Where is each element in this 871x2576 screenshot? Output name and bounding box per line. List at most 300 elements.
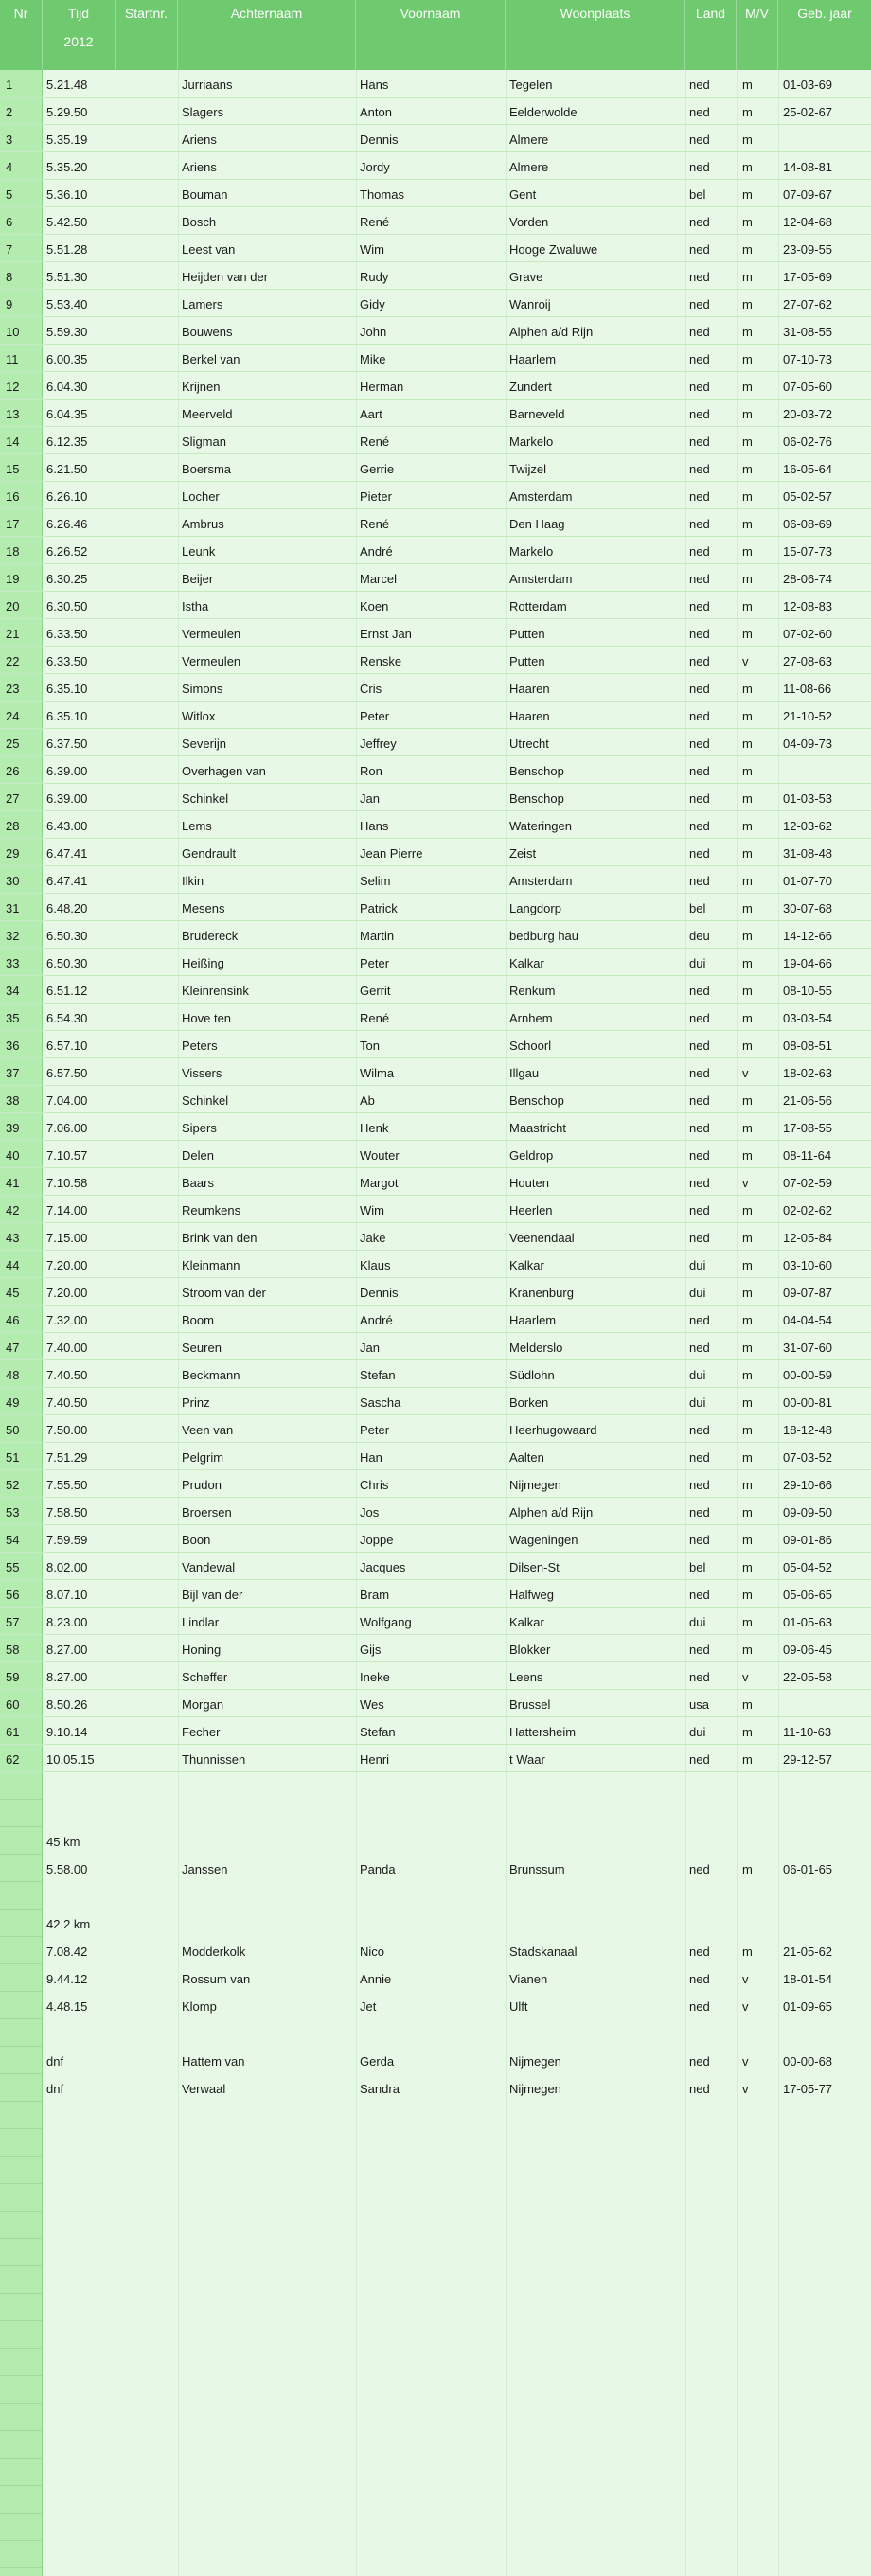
cell-mv: m bbox=[742, 1148, 753, 1163]
table-row bbox=[0, 1141, 871, 1168]
cell-nr: 20 bbox=[6, 599, 20, 613]
cell-land: ned bbox=[689, 489, 710, 504]
cell-achternaam: Prudon bbox=[182, 1478, 222, 1492]
cell-achternaam: Simons bbox=[182, 682, 223, 696]
cell-voornaam: Jacques bbox=[360, 1560, 406, 1574]
cell-tijd: 6.54.30 bbox=[46, 1011, 88, 1025]
cell-woonplaats: Vianen bbox=[509, 1972, 548, 1986]
cell-geb-jaar: 01-05-63 bbox=[783, 1615, 833, 1629]
cell-voornaam: Chris bbox=[360, 1478, 389, 1492]
cell-mv: m bbox=[742, 1478, 753, 1492]
cell-voornaam: Henri bbox=[360, 1752, 390, 1767]
cell-voornaam: Panda bbox=[360, 1862, 396, 1876]
header-tijd bbox=[43, 0, 116, 70]
cell-achternaam: Bouman bbox=[182, 187, 228, 202]
cell-land: dui bbox=[689, 1395, 706, 1410]
cell-geb-jaar: 31-08-48 bbox=[783, 846, 833, 861]
cell-mv: m bbox=[742, 489, 753, 504]
cell-geb-jaar: 12-05-84 bbox=[783, 1231, 833, 1245]
header-voornaam bbox=[356, 0, 506, 70]
cell-achternaam: Fecher bbox=[182, 1725, 221, 1739]
cell-achternaam: Baars bbox=[182, 1176, 214, 1190]
table-row bbox=[0, 1333, 871, 1360]
cell-land: ned bbox=[689, 1341, 710, 1355]
table-row bbox=[0, 400, 871, 427]
table-row bbox=[0, 235, 871, 262]
cell-geb-jaar: 09-06-45 bbox=[783, 1643, 833, 1657]
nr-row-line bbox=[0, 2183, 42, 2184]
cell-achternaam: Sligman bbox=[182, 435, 226, 449]
cell-voornaam: Jos bbox=[360, 1505, 380, 1519]
cell-tijd: 5.51.28 bbox=[46, 242, 88, 257]
cell-geb-jaar: 06-02-76 bbox=[783, 435, 833, 449]
cell-voornaam: Jake bbox=[360, 1231, 386, 1245]
cell-woonplaats: Melderslo bbox=[509, 1341, 563, 1355]
cell-land: ned bbox=[689, 1093, 710, 1108]
section-label: 42,2 km bbox=[46, 1917, 91, 1931]
cell-nr: 51 bbox=[6, 1450, 20, 1465]
cell-geb-jaar: 01-09-65 bbox=[783, 1999, 833, 2014]
cell-land: ned bbox=[689, 1588, 710, 1602]
cell-achternaam: Ilkin bbox=[182, 874, 204, 888]
cell-voornaam: René bbox=[360, 517, 390, 531]
cell-nr: 47 bbox=[6, 1341, 20, 1355]
cell-geb-jaar: 05-02-57 bbox=[783, 489, 833, 504]
cell-nr: 27 bbox=[6, 791, 20, 806]
cell-woonplaats: Nijmegen bbox=[509, 1478, 561, 1492]
cell-land: ned bbox=[689, 1011, 710, 1025]
cell-nr: 28 bbox=[6, 819, 20, 833]
cell-voornaam: Sascha bbox=[360, 1395, 401, 1410]
cell-mv: m bbox=[742, 627, 753, 641]
cell-tijd: 5.29.50 bbox=[46, 105, 88, 119]
cell-mv: m bbox=[742, 1533, 753, 1547]
cell-achternaam: Boersma bbox=[182, 462, 232, 476]
cell-nr: 44 bbox=[6, 1258, 20, 1272]
cell-achternaam: Hove ten bbox=[182, 1011, 232, 1025]
cell-nr: 5 bbox=[6, 187, 13, 202]
cell-achternaam: Scheffer bbox=[182, 1670, 228, 1684]
cell-tijd: 8.02.00 bbox=[46, 1560, 88, 1574]
cell-land: ned bbox=[689, 133, 710, 147]
cell-geb-jaar: 01-03-69 bbox=[783, 78, 833, 92]
cell-geb-jaar: 25-02-67 bbox=[783, 105, 833, 119]
cell-woonplaats: Blokker bbox=[509, 1643, 551, 1657]
table-row bbox=[0, 509, 871, 537]
cell-nr: 21 bbox=[6, 627, 20, 641]
cell-voornaam: René bbox=[360, 215, 390, 229]
cell-achternaam: Rossum van bbox=[182, 1972, 251, 1986]
cell-achternaam: Vissers bbox=[182, 1066, 222, 1080]
cell-nr: 15 bbox=[6, 462, 20, 476]
cell-geb-jaar: 07-02-59 bbox=[783, 1176, 833, 1190]
cell-land: ned bbox=[689, 544, 710, 559]
header-geb-jaar-label: Geb. jaar bbox=[797, 6, 852, 21]
cell-mv: v bbox=[742, 1176, 749, 1190]
cell-woonplaats: Almere bbox=[509, 160, 549, 174]
table-row bbox=[0, 1662, 871, 1690]
nr-row-line bbox=[0, 1799, 42, 1800]
cell-geb-jaar: 12-08-83 bbox=[783, 599, 833, 613]
cell-geb-jaar: 17-08-55 bbox=[783, 1121, 833, 1135]
cell-mv: m bbox=[742, 517, 753, 531]
table-row bbox=[0, 1113, 871, 1141]
cell-tijd: 7.06.00 bbox=[46, 1121, 88, 1135]
cell-nr: 13 bbox=[6, 407, 20, 421]
nr-row-line bbox=[0, 2513, 42, 2514]
cell-achternaam: Boom bbox=[182, 1313, 214, 1327]
cell-geb-jaar: 12-03-62 bbox=[783, 819, 833, 833]
nr-row-line bbox=[0, 2403, 42, 2404]
nr-row-line bbox=[0, 2156, 42, 2157]
cell-mv: m bbox=[742, 1286, 753, 1300]
cell-mv: v bbox=[742, 654, 749, 668]
cell-woonplaats: Geldrop bbox=[509, 1148, 554, 1163]
cell-tijd: 6.57.50 bbox=[46, 1066, 88, 1080]
cell-mv: m bbox=[742, 737, 753, 751]
cell-geb-jaar: 06-01-65 bbox=[783, 1862, 833, 1876]
cell-woonplaats: Den Haag bbox=[509, 517, 565, 531]
cell-mv: m bbox=[742, 1505, 753, 1519]
cell-woonplaats: Markelo bbox=[509, 435, 554, 449]
cell-nr: 3 bbox=[6, 133, 13, 147]
cell-tijd: 6.47.41 bbox=[46, 846, 88, 861]
table-row bbox=[0, 98, 871, 125]
table-row bbox=[0, 894, 871, 921]
cell-woonplaats: Vorden bbox=[509, 215, 549, 229]
cell-woonplaats: Ulft bbox=[509, 1999, 528, 2014]
cell-achternaam: Leest van bbox=[182, 242, 236, 257]
cell-achternaam: Brink van den bbox=[182, 1231, 258, 1245]
cell-geb-jaar: 21-05-62 bbox=[783, 1945, 833, 1959]
cell-achternaam: Verwaal bbox=[182, 2082, 226, 2096]
cell-mv: m bbox=[742, 709, 753, 723]
cell-mv: m bbox=[742, 846, 753, 861]
cell-woonplaats: Maastricht bbox=[509, 1121, 566, 1135]
cell-land: ned bbox=[689, 984, 710, 998]
cell-geb-jaar: 14-12-66 bbox=[783, 929, 833, 943]
table-row bbox=[0, 1992, 871, 2019]
cell-geb-jaar: 00-00-68 bbox=[783, 2054, 833, 2069]
cell-geb-jaar: 18-01-54 bbox=[783, 1972, 833, 1986]
cell-mv: m bbox=[742, 901, 753, 915]
cell-geb-jaar: 09-09-50 bbox=[783, 1505, 833, 1519]
nr-row-line bbox=[0, 2348, 42, 2349]
cell-woonplaats: Kalkar bbox=[509, 1615, 544, 1629]
cell-land: ned bbox=[689, 1423, 710, 1437]
table-row bbox=[0, 482, 871, 509]
cell-mv: m bbox=[742, 1945, 753, 1959]
table-row bbox=[0, 1306, 871, 1333]
cell-land: ned bbox=[689, 105, 710, 119]
cell-geb-jaar: 31-08-55 bbox=[783, 325, 833, 339]
cell-mv: m bbox=[742, 819, 753, 833]
cell-tijd: 6.21.50 bbox=[46, 462, 88, 476]
cell-woonplaats: Amsterdam bbox=[509, 572, 573, 586]
cell-land: ned bbox=[689, 627, 710, 641]
header-achternaam-label: Achternaam bbox=[230, 6, 303, 21]
cell-mv: m bbox=[742, 1368, 753, 1382]
cell-achternaam: Honing bbox=[182, 1643, 222, 1657]
cell-tijd: 7.08.42 bbox=[46, 1945, 88, 1959]
cell-woonplaats: Grave bbox=[509, 270, 543, 284]
cell-tijd: 5.51.30 bbox=[46, 270, 88, 284]
cell-woonplaats: Langdorp bbox=[509, 901, 561, 915]
cell-mv: m bbox=[742, 1697, 753, 1712]
cell-land: ned bbox=[689, 462, 710, 476]
cell-voornaam: Gerda bbox=[360, 2054, 395, 2069]
cell-land: ned bbox=[689, 1066, 710, 1080]
table-row bbox=[0, 70, 871, 98]
cell-voornaam: Selim bbox=[360, 874, 391, 888]
cell-woonplaats: Benschop bbox=[509, 791, 564, 806]
cell-achternaam: Vermeulen bbox=[182, 627, 241, 641]
cell-tijd: 6.50.30 bbox=[46, 929, 88, 943]
cell-woonplaats: Wateringen bbox=[509, 819, 572, 833]
header-nr-label: Nr bbox=[13, 6, 28, 21]
cell-woonplaats: Borken bbox=[509, 1395, 549, 1410]
cell-voornaam: Martin bbox=[360, 929, 395, 943]
cell-woonplaats: Wanroij bbox=[509, 297, 551, 311]
cell-geb-jaar: 08-08-51 bbox=[783, 1039, 833, 1053]
cell-tijd: 5.42.50 bbox=[46, 215, 88, 229]
cell-nr: 53 bbox=[6, 1505, 20, 1519]
cell-nr: 62 bbox=[6, 1752, 20, 1767]
cell-achternaam: Istha bbox=[182, 599, 209, 613]
cell-land: ned bbox=[689, 1039, 710, 1053]
cell-woonplaats: Alphen a/d Rijn bbox=[509, 1505, 594, 1519]
cell-tijd: 10.05.15 bbox=[46, 1752, 95, 1767]
cell-woonplaats: Zeist bbox=[509, 846, 537, 861]
table-row bbox=[0, 1470, 871, 1498]
table-row bbox=[0, 2074, 871, 2102]
cell-nr: 58 bbox=[6, 1643, 20, 1657]
table-row bbox=[0, 1031, 871, 1058]
cell-mv: m bbox=[742, 929, 753, 943]
cell-mv: v bbox=[742, 1066, 749, 1080]
section-label: 45 km bbox=[46, 1835, 80, 1849]
cell-achternaam: Boon bbox=[182, 1533, 211, 1547]
cell-land: usa bbox=[689, 1697, 709, 1712]
cell-land: bel bbox=[689, 1560, 706, 1574]
cell-tijd: 7.40.00 bbox=[46, 1341, 88, 1355]
cell-woonplaats: Aalten bbox=[509, 1450, 544, 1465]
cell-nr: 1 bbox=[6, 78, 13, 92]
cell-tijd: 6.51.12 bbox=[46, 984, 88, 998]
cell-geb-jaar: 09-01-86 bbox=[783, 1533, 833, 1547]
cell-mv: m bbox=[742, 352, 753, 366]
cell-geb-jaar: 27-07-62 bbox=[783, 297, 833, 311]
cell-achternaam: Ariens bbox=[182, 160, 217, 174]
cell-land: ned bbox=[689, 1203, 710, 1217]
table-row bbox=[0, 1635, 871, 1662]
cell-geb-jaar: 07-10-73 bbox=[783, 352, 833, 366]
cell-voornaam: Ton bbox=[360, 1039, 380, 1053]
table-row bbox=[0, 1278, 871, 1306]
table-row bbox=[0, 647, 871, 674]
cell-nr: 35 bbox=[6, 1011, 20, 1025]
cell-woonplaats: Markelo bbox=[509, 544, 554, 559]
cell-tijd: 6.35.10 bbox=[46, 709, 88, 723]
cell-achternaam: Severijn bbox=[182, 737, 226, 751]
cell-land: deu bbox=[689, 929, 710, 943]
cell-geb-jaar: 29-12-57 bbox=[783, 1752, 833, 1767]
cell-achternaam: Peters bbox=[182, 1039, 218, 1053]
cell-nr: 26 bbox=[6, 764, 20, 778]
cell-tijd: 4.48.15 bbox=[46, 1999, 88, 2014]
cell-woonplaats: Dilsen-St bbox=[509, 1560, 560, 1574]
cell-land: ned bbox=[689, 1945, 710, 1959]
cell-woonplaats: Barneveld bbox=[509, 407, 565, 421]
cell-land: ned bbox=[689, 297, 710, 311]
cell-nr: 2 bbox=[6, 105, 13, 119]
cell-voornaam: Stefan bbox=[360, 1725, 396, 1739]
cell-woonplaats: Benschop bbox=[509, 1093, 564, 1108]
header-mv-label: M/V bbox=[745, 6, 769, 21]
cell-mv: m bbox=[742, 1588, 753, 1602]
cell-land: ned bbox=[689, 435, 710, 449]
cell-geb-jaar: 11-08-66 bbox=[783, 682, 832, 696]
cell-woonplaats: Haaren bbox=[509, 682, 550, 696]
nr-row-line bbox=[0, 2211, 42, 2212]
cell-land: ned bbox=[689, 78, 710, 92]
cell-geb-jaar: 16-05-64 bbox=[783, 462, 833, 476]
cell-nr: 16 bbox=[6, 489, 20, 504]
cell-geb-jaar: 03-10-60 bbox=[783, 1258, 833, 1272]
cell-voornaam: Klaus bbox=[360, 1258, 391, 1272]
cell-land: ned bbox=[689, 1752, 710, 1767]
cell-mv: m bbox=[742, 1643, 753, 1657]
cell-tijd: 7.10.57 bbox=[46, 1148, 88, 1163]
cell-land: ned bbox=[689, 1176, 710, 1190]
cell-geb-jaar: 07-03-52 bbox=[783, 1450, 833, 1465]
cell-woonplaats: Hooge Zwaluwe bbox=[509, 242, 598, 257]
cell-woonplaats: Veenendaal bbox=[509, 1231, 575, 1245]
cell-nr: 56 bbox=[6, 1588, 20, 1602]
cell-voornaam: Gerrie bbox=[360, 462, 395, 476]
cell-geb-jaar: 17-05-69 bbox=[783, 270, 833, 284]
nr-row-line bbox=[0, 2567, 42, 2568]
table-row bbox=[0, 427, 871, 454]
cell-land: ned bbox=[689, 215, 710, 229]
cell-land: bel bbox=[689, 901, 706, 915]
cell-land: ned bbox=[689, 737, 710, 751]
cell-voornaam: Bram bbox=[360, 1588, 390, 1602]
cell-geb-jaar: 05-04-52 bbox=[783, 1560, 833, 1574]
cell-achternaam: Schinkel bbox=[182, 791, 229, 806]
cell-achternaam: Gendrault bbox=[182, 846, 237, 861]
cell-geb-jaar: 12-04-68 bbox=[783, 215, 833, 229]
cell-geb-jaar: 07-05-60 bbox=[783, 380, 833, 394]
cell-geb-jaar: 04-04-54 bbox=[783, 1313, 833, 1327]
table-row bbox=[0, 866, 871, 894]
cell-voornaam: Sandra bbox=[360, 2082, 400, 2096]
cell-achternaam: Jurriaans bbox=[182, 78, 233, 92]
cell-voornaam: Annie bbox=[360, 1972, 392, 1986]
cell-voornaam: Jet bbox=[360, 1999, 377, 2014]
table-row bbox=[0, 1608, 871, 1635]
cell-achternaam: Janssen bbox=[182, 1862, 228, 1876]
cell-achternaam: Vandewal bbox=[182, 1560, 236, 1574]
section-label-row bbox=[0, 1910, 871, 1937]
cell-achternaam: Modderkolk bbox=[182, 1945, 246, 1959]
cell-nr: 41 bbox=[6, 1176, 20, 1190]
cell-woonplaats: Almere bbox=[509, 133, 549, 147]
header-land-label: Land bbox=[695, 6, 726, 21]
cell-mv: m bbox=[742, 1423, 753, 1437]
cell-achternaam: Hattem van bbox=[182, 2054, 245, 2069]
cell-mv: m bbox=[742, 380, 753, 394]
cell-tijd: 7.15.00 bbox=[46, 1231, 88, 1245]
cell-land: dui bbox=[689, 1615, 706, 1629]
table-row bbox=[0, 1717, 871, 1745]
cell-mv: v bbox=[742, 1670, 749, 1684]
table-row bbox=[0, 152, 871, 180]
table-row bbox=[0, 1580, 871, 1608]
cell-tijd: 7.50.00 bbox=[46, 1423, 88, 1437]
cell-land: ned bbox=[689, 764, 710, 778]
cell-mv: m bbox=[742, 1231, 753, 1245]
cell-nr: 23 bbox=[6, 682, 20, 696]
cell-geb-jaar: 30-07-68 bbox=[783, 901, 833, 915]
cell-tijd: 8.23.00 bbox=[46, 1615, 88, 1629]
cell-achternaam: Meerveld bbox=[182, 407, 233, 421]
cell-tijd: 7.20.00 bbox=[46, 1258, 88, 1272]
cell-nr: 8 bbox=[6, 270, 13, 284]
cell-voornaam: Ernst Jan bbox=[360, 627, 412, 641]
table-row bbox=[0, 1223, 871, 1251]
cell-voornaam: Gidy bbox=[360, 297, 385, 311]
table-row bbox=[0, 290, 871, 317]
cell-voornaam: Stefan bbox=[360, 1368, 396, 1382]
cell-tijd: 7.04.00 bbox=[46, 1093, 88, 1108]
cell-achternaam: Lamers bbox=[182, 297, 223, 311]
cell-voornaam: Anton bbox=[360, 105, 392, 119]
table-row bbox=[0, 949, 871, 976]
cell-voornaam: Wes bbox=[360, 1697, 384, 1712]
cell-voornaam: Joppe bbox=[360, 1533, 394, 1547]
cell-voornaam: Koen bbox=[360, 599, 389, 613]
table-row bbox=[0, 1196, 871, 1223]
cell-tijd: 6.04.30 bbox=[46, 380, 88, 394]
table-row bbox=[0, 839, 871, 866]
cell-voornaam: Rudy bbox=[360, 270, 389, 284]
cell-geb-jaar: 05-06-65 bbox=[783, 1588, 833, 1602]
cell-achternaam: Lindlar bbox=[182, 1615, 220, 1629]
cell-voornaam: Ineke bbox=[360, 1670, 390, 1684]
cell-land: dui bbox=[689, 1258, 706, 1272]
cell-tijd: 7.55.50 bbox=[46, 1478, 88, 1492]
nr-row-line bbox=[0, 2485, 42, 2486]
cell-mv: m bbox=[742, 1341, 753, 1355]
cell-tijd: 5.59.30 bbox=[46, 325, 88, 339]
cell-woonplaats: Brunssum bbox=[509, 1862, 565, 1876]
cell-achternaam: Berkel van bbox=[182, 352, 240, 366]
cell-woonplaats: Haarlem bbox=[509, 1313, 557, 1327]
cell-nr: 34 bbox=[6, 984, 20, 998]
cell-nr: 31 bbox=[6, 901, 20, 915]
cell-woonplaats: Twijzel bbox=[509, 462, 547, 476]
cell-land: ned bbox=[689, 599, 710, 613]
cell-mv: m bbox=[742, 984, 753, 998]
cell-woonplaats: Tegelen bbox=[509, 78, 553, 92]
cell-land: ned bbox=[689, 1450, 710, 1465]
cell-tijd: 6.26.52 bbox=[46, 544, 88, 559]
cell-mv: m bbox=[742, 187, 753, 202]
cell-geb-jaar: 21-06-56 bbox=[783, 1093, 833, 1108]
cell-mv: m bbox=[742, 1450, 753, 1465]
table-row bbox=[0, 180, 871, 207]
